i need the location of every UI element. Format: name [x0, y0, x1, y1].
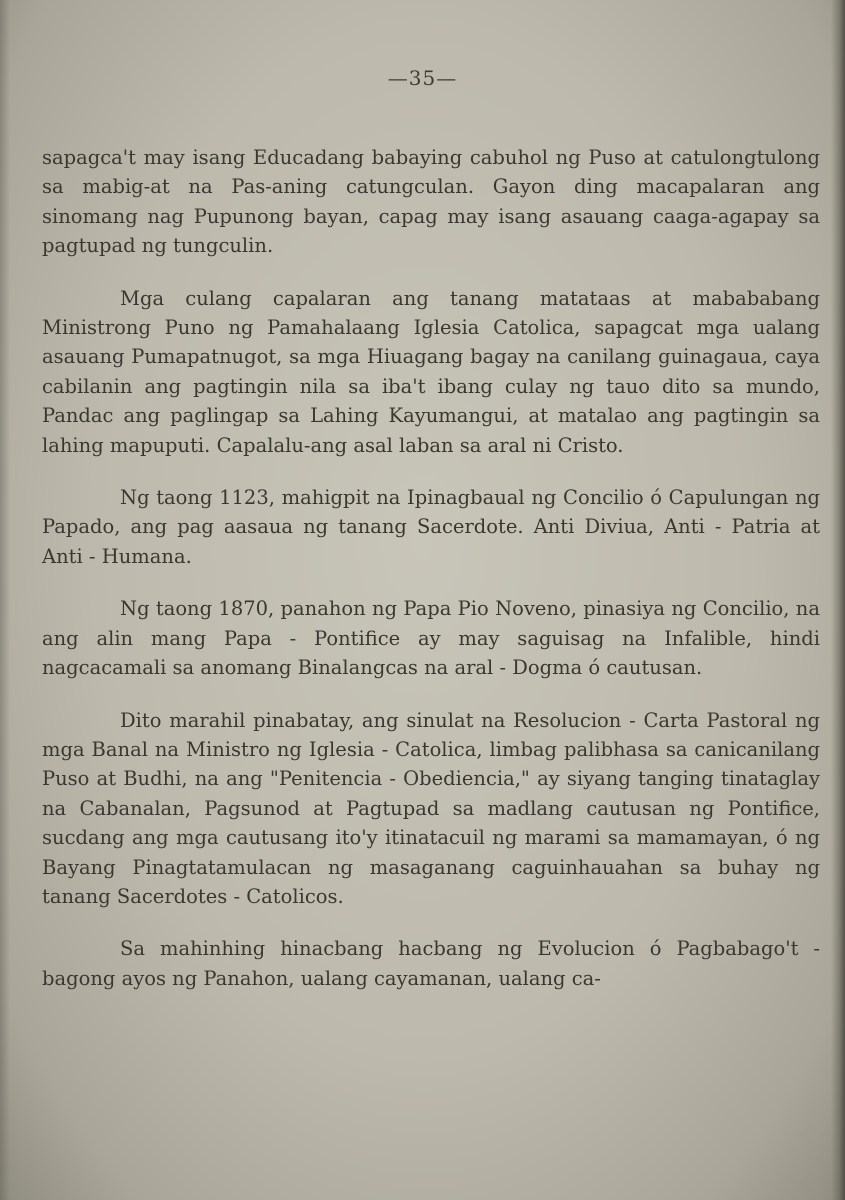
paragraph-3: Ng taong 1123, mahigpit na Ipinagbaual ng Concilio ó Capulungan ng Papado, ang pag aasaua ng tanang Sacerdote. Anti Diviua, Anti - Patria at Anti - Humana.	[42, 486, 820, 568]
page-left-shadow	[0, 0, 10, 1200]
paragraph-2: Mga culang capalaran ang tanang matataas at mabababang Ministrong Puno ng Pamahalaang Iglesia Catolica, sapagcat mga ualang asauang Pumapatnugot, sa mga Hiuagang bagay na canilang guinagaua, caya cabilanin ang pagtingin nila sa iba't ibang culay ng tauo dito sa mundo, Pandac ang paglingap sa Lahing Kayumangui, at matalao ang pagtingin sa lahing mapuputi. Capalalu-ang asal laban sa aral ni Cristo.	[42, 286, 820, 457]
page-number: —35—	[387, 66, 458, 90]
paragraph-1: sapagca't may isang Educadang babaying cabuhol ng Puso at catulongtulong sa mabig-at na Pas-aning catungculan. Gayon ding macapalaran ang sinomang nag Pupunong bayan, capag may isang asauang caaga-agapay sa pagtupad ng tungculin.	[42, 146, 820, 258]
paragraph-4: Ng taong 1870, panahon ng Papa Pio Noveno, pinasiya ng Concilio, na ang alin mang Papa - Pontifice ay may saguisag na Infalible, hindi nagcacamali sa anomang Binalangcas na aral - Dogma ó cautusan.	[42, 597, 820, 680]
page-right-shadow	[831, 0, 845, 1200]
paragraph-5: Dito marahil pinabatay, ang sinulat na Resolucion - Carta Pastoral ng mga Banal na Ministro ng Iglesia - Catolica, limbag palibhasa sa canicanilang Puso at Budhi, na ang "Penitencia - Obediencia," ay siyang tanging tinataglay na Cabanalan, Pagsunod at Pagtupad sa madlang cautusan ng Pontifice, sucdang ang mga cautusang ito'y itinatacuil ng marami sa mamamayan, ó ng Bayang Pinagtatamulacan ng masaganang caguinhauahan sa buhay ng tanang Sacerdotes - Catolicos.	[42, 708, 820, 908]
body-text	[42, 143, 820, 993]
paragraph-6: Sa mahinhing hinacbang hacbang ng Evolucion ó Pagbabago't - bagong ayos ng Panahon, ualang cayamanan, ualang ca-	[42, 937, 820, 990]
